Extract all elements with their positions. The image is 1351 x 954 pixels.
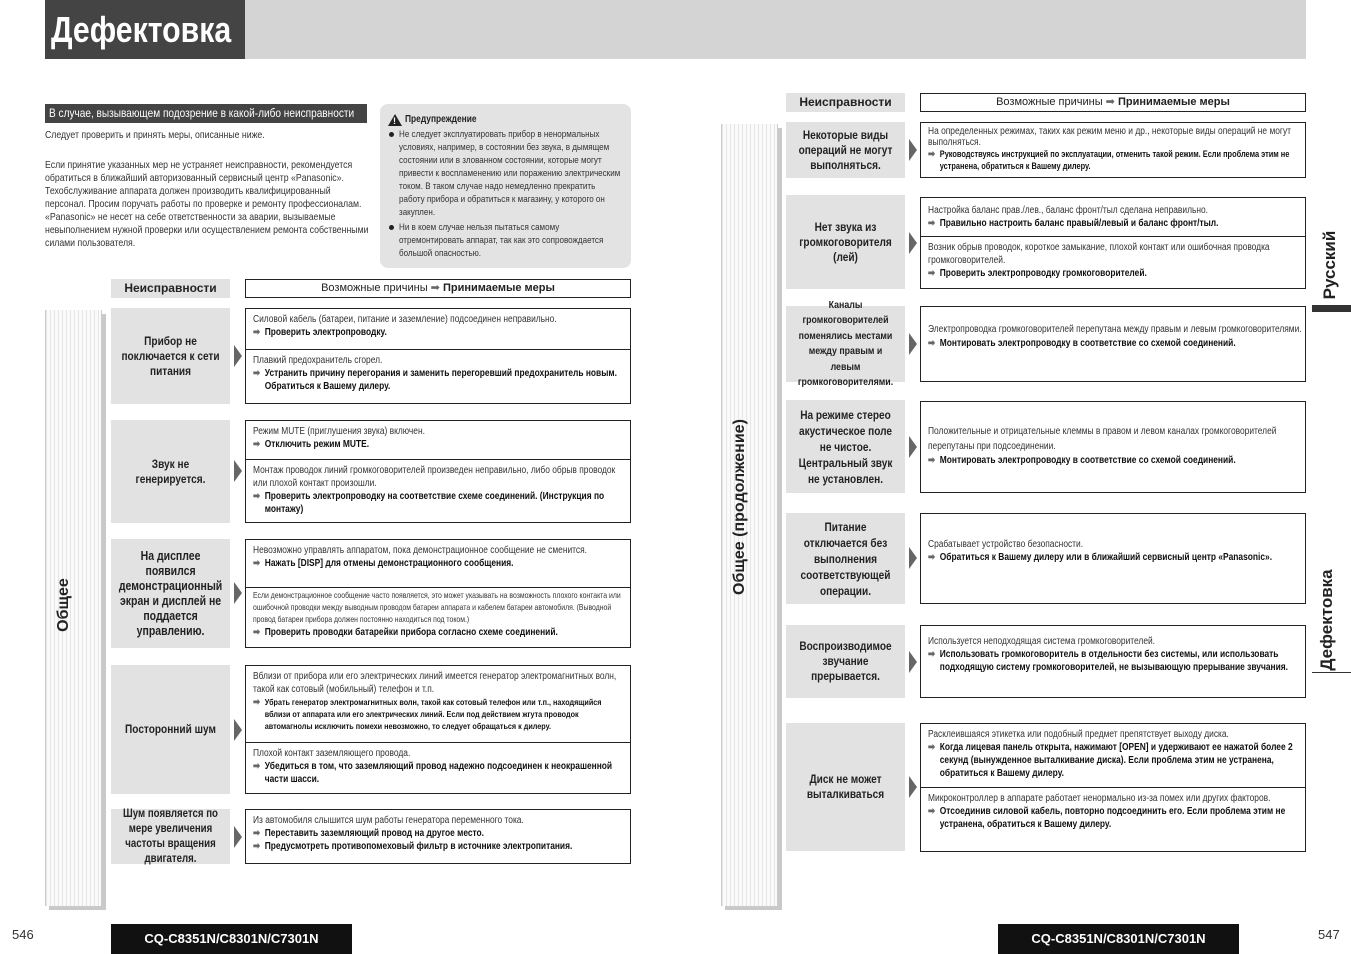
language-tab: Русский [1320,230,1339,300]
column-header-problem: Неисправности [111,279,230,298]
solution-cell [920,513,1306,604]
intro-paragraph-1: Следует проверить и принять меры, описанные ниже. [45,130,265,141]
cause-item: Положительные и отрицательные клеммы в правом и левом каналах громкоговорителей перепутаны при подсоединении. ➡ Монтировать электропроводку в соответствие со схемой соединений. [928,426,1277,466]
page-number-right: 547 [1318,927,1340,942]
arrow-icon [909,651,917,673]
section-label-general-continued: Общее (продолжение) [731,419,748,595]
solution-cell [920,306,1306,382]
problem-cell: Звук не генерируется. [111,420,230,523]
cause-item: Вблизи от прибора или его электрических линий имеется генератор электромагнитных волн, такой как сотовый (мобильный) телефон и т.п. ➡ Убрать генератор электромагнитных волн, такой как сотовый телефон или т.п., находящийся вблизи от аппарата или его электрических линий. Если под действием жгута проводок автомагнолы исключить помехи невозможно, то следует обращаться к дилеру. [246,666,630,743]
cause-item: На определенных режимах, таких как режим меню и др., некоторые виды операций не могут выполняться. ➡ Руководствуясь инструкцией по эксплуатации, отменить такой режим. Если проблема этим не устранена, обратиться к Вашему дилеру. [928,126,1291,171]
column-header-causes: Возможные причины ➡ Принимаемые меры [920,93,1306,112]
section-label-general: Общее [55,578,72,632]
cause-item: Режим MUTE (приглушения звука) включен. ➡ Отключить режим MUTE. [246,421,630,460]
cause-item: Плохой контакт заземляющего провода. ➡ Убедиться в том, что заземляющий провод надежно подсоединен к неокрашенной части шасси. [253,748,613,785]
problem-cell: Шум появляется по мере увеличения частоты вращения двигателя. [111,809,230,864]
arrow-icon [234,719,242,741]
warning-title: ! Предупреждение [388,113,623,126]
problem-cell: На дисплее появился демонстрационный экран и дисплей не поддается управлению. [111,539,230,648]
solution-cell [245,308,631,404]
solution-cell [920,401,1306,493]
warning-item: Не следует эксплуатировать прибор в ненормальных условиях, например, в состоянии без звука, в дымящем состоянии или в злованном состоянии, которые могут привести к воспламенению или поражению электрическим током. В таком случае надо немедленно прекратить работу прибора и обратиться к магазину, у которого он закуплен. [388,128,623,219]
solution-cell [920,197,1306,289]
cause-item: Невозможно управлять аппаратом, пока демонстрационное сообщение не сменится. ➡ Нажать [DISP] для отмены демонстрационного сообщения. [246,540,630,588]
cause-item: Из автомобиля слышится шум работы генератора переменного тока. ➡ Переставить заземляющий провод на другое место. ➡ Предусмотреть противопомеховый фильтр в источнике электропитания. [253,815,573,852]
column-header-causes: Возможные причины ➡ Принимаемые меры [245,279,631,298]
arrow-icon [234,460,242,482]
problem-cell: Прибор не поключается к сети питания [111,308,230,404]
intro-heading: В случае, вызывающем подозрение в какой-либо неисправности [45,104,367,123]
solution-cell [245,809,631,864]
arrow-icon [234,345,242,367]
cause-item: Если демонстрационное сообщение часто появляется, это может указывать на возможность плохого контакта или ошибочной проводки между выводным проводом батареи аппарата и кабелем батареи автомобиля. (Выводной провод батареи прибора должен постоянно находиться под током.) ➡ Проверить проводки батарейки прибора согласно схеме соединений. [253,591,621,638]
section-tab-bar [1312,672,1351,673]
arrow-icon [909,333,917,355]
solution-cell [245,539,631,648]
arrow-icon: ➡ [430,282,440,294]
intro-paragraph-2: Если принятие указанных мер не устраняет неисправности, рекомендуется обратиться в ближайший авторизованный сервисный центр «Panasonic». Техобслуживание аппарата должен производить квалифицированный персонал. Просим поручать работы по проверке и ремонту профессионалам. «Panasonic» не несет на себе ответственности за аварии, вызываемые невыполнением нужной проверки или осуществлением ремонта собственными силами пользователя. [45,160,369,249]
cause-item: Возник обрыв проводок, короткое замыкание, плохой контакт или ошибочная проводка громкоговорителей. ➡ Проверить электропроводку громкоговорителей. [928,242,1270,279]
warning-item: Ни в коем случае нельзя пытаться самому отремонтировать аппарат, так как это сопровождается большой опасностью. [388,221,623,260]
cause-item: Микроконтроллер в аппарате работает ненормально из-за помех или других факторов. ➡ Отсоединив силовой кабель, повторно подсоединить его. Если проблема этим не устранена, обратиться к Вашему дилеру. [928,793,1286,830]
solution-cell [920,625,1306,698]
cause-item: Силовой кабель (батареи, питание и заземление) подсоединен неправильно. ➡ Проверить электропроводку. [246,309,630,350]
solution-cell [920,122,1306,178]
cause-item: Настройка баланс прав./лев., баланс фронт/тыл сделана неправильно. ➡ Правильно настроить баланс правый/левый и баланс фронт/тыл. [921,198,1305,237]
arrow-icon [909,232,917,254]
problem-cell: Воспроизводимое звучание прерывается. [786,625,905,698]
cause-item: Используется неподходящая система громкоговорителей. ➡ Использовать громкоговоритель в отдельности без системы, или использовать подходящую систему громкоговорителей, не вызывающую прерывание звучания. [928,636,1288,673]
section-tab: Дефектовка [1317,569,1336,671]
cause-item: Плавкий предохранитель сгорел. ➡ Устранить причину перегорания и заменить перегоревший предохранитель новым. Обратиться к Вашему дилеру. [253,355,617,392]
problem-cell: Диск не может выталкиваться [786,723,905,851]
title-bar [245,0,1306,59]
solution-cell [245,665,631,794]
model-number-right: CQ-C8351N/C8301N/C7301N [998,924,1239,954]
column-header-problem: Неисправности [786,93,905,112]
language-tab-bar [1312,305,1351,312]
arrow-icon [909,776,917,798]
problem-cell: Некоторые виды операций не могут выполняться. [786,122,905,178]
arrow-icon [909,436,917,458]
arrow-icon [909,547,917,569]
problem-cell: Каналы громкоговорителей поменялись местами между правым и левым громкоговорителями. [786,306,905,382]
cause-item: Расклеившаяся этикетка или подобный предмет препятствует выходу диска. ➡ Когда лицевая панель открыта, нажимают [OPEN] и удерживают ее нажатой более 2 секунд (вынужденное выталкивание диска). Если проблема этим не устранена, обратиться к Вашему дилеру. [921,724,1305,788]
cause-item: Срабатывает устройство безопасности. ➡ Обратиться к Вашему дилеру или в ближайший сервисный центр «Panasonic». [928,539,1273,563]
problem-cell: Посторонний шум [111,665,230,794]
cause-item: Монтаж проводок линий громкоговорителей произведен неправильно, либо обрыв проводок или плохой контакт произошли. ➡ Проверить электропроводку на соответствие схеме соединений. (Инструкция по монтажу) [253,465,616,515]
page-number-left: 546 [12,927,34,942]
arrow-icon [909,139,917,161]
problem-cell: Нет звука из громкоговорителя (лей) [786,195,905,289]
problem-cell: На режиме стерео акустическое поле не чистое. Центральный звук не установлен. [786,400,905,493]
solution-cell [245,420,631,523]
warning-icon [388,114,402,126]
arrow-icon [234,826,242,848]
model-number-left: CQ-C8351N/C8301N/C7301N [111,924,352,954]
arrow-icon [234,582,242,604]
cause-item: Электропроводка громкоговорителей перепутана между правым и левым громкоговорителями. ➡ Монтировать электропроводку в соответствие со схемой соединений. [928,324,1302,349]
page-title: Дефектовка [45,0,245,59]
solution-cell [920,723,1306,852]
problem-cell: Питание отключается без выполнения соответствующей операции. [786,513,905,604]
arrow-icon: ➡ [1105,96,1115,108]
warning-box [380,104,631,268]
